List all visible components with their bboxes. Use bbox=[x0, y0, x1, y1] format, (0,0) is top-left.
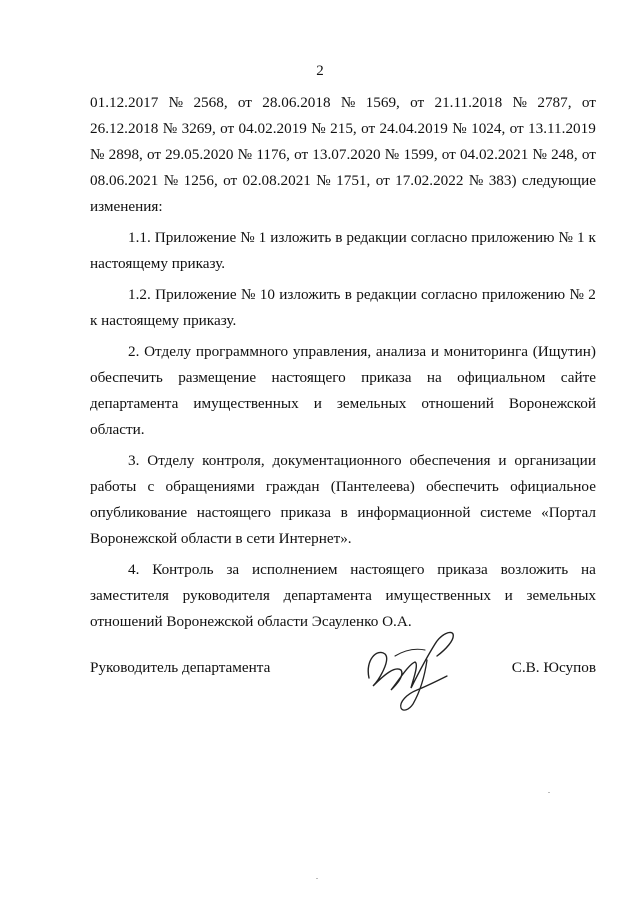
word: приложению bbox=[481, 286, 566, 303]
word: имущественных bbox=[385, 587, 491, 604]
word: 24.04.2019 bbox=[379, 120, 448, 137]
word: № bbox=[163, 172, 179, 189]
word: от bbox=[146, 146, 162, 163]
word: 08.06.2021 bbox=[90, 172, 159, 189]
text-line bbox=[90, 142, 596, 168]
word: настоящего bbox=[196, 504, 271, 521]
word: в bbox=[335, 229, 343, 246]
text-line bbox=[90, 168, 596, 194]
word: на bbox=[581, 561, 596, 578]
word: обращениями bbox=[165, 478, 255, 495]
word: № bbox=[316, 172, 331, 189]
text-line bbox=[90, 90, 596, 116]
word: 3. bbox=[128, 452, 140, 469]
word: 1024, bbox=[471, 120, 506, 137]
word: Отделу bbox=[147, 452, 195, 469]
word: департамента bbox=[283, 587, 372, 604]
page-number: 2 bbox=[316, 63, 324, 79]
word: от bbox=[223, 172, 238, 189]
paragraph-3 bbox=[90, 448, 596, 474]
word: 2. bbox=[128, 343, 140, 360]
word: официальное bbox=[510, 478, 596, 495]
word: от bbox=[220, 120, 235, 137]
word: 01.12.2017 bbox=[90, 94, 159, 111]
paragraph-2 bbox=[90, 339, 596, 365]
word: 1.1. bbox=[128, 229, 151, 246]
word: 248, bbox=[551, 146, 578, 163]
word: 1751, bbox=[336, 172, 371, 189]
word: документационного bbox=[272, 452, 402, 469]
word: (Пантелеева) bbox=[330, 478, 415, 495]
word: системе bbox=[480, 504, 532, 521]
word: заместителя bbox=[90, 587, 169, 604]
word: № bbox=[340, 94, 356, 111]
word: № bbox=[384, 146, 400, 163]
word: от bbox=[581, 146, 596, 163]
word: № bbox=[162, 120, 178, 137]
word: (Ищутин) bbox=[532, 343, 596, 360]
text-line bbox=[90, 116, 596, 142]
word: настоящего bbox=[350, 561, 425, 578]
word: опубликование bbox=[90, 504, 188, 521]
word: 2 bbox=[588, 286, 596, 303]
word: от bbox=[581, 94, 596, 111]
word: анализа bbox=[375, 343, 427, 360]
word: 17.02.2022 bbox=[395, 172, 464, 189]
word: за bbox=[226, 561, 240, 578]
word: имущественных bbox=[193, 395, 299, 412]
text-line bbox=[90, 583, 596, 609]
word: мониторинга bbox=[443, 343, 528, 360]
word: настоящего bbox=[271, 369, 346, 386]
word: 215, bbox=[330, 120, 357, 137]
text-line: настоящему приказу. bbox=[90, 255, 226, 272]
word: размещение bbox=[178, 369, 257, 386]
word: обеспечения bbox=[409, 452, 491, 469]
word: 29.05.2020 bbox=[165, 146, 234, 163]
text-line: изменения: bbox=[90, 198, 163, 215]
text-line bbox=[90, 474, 596, 500]
word: № bbox=[240, 229, 255, 246]
word: Отделу bbox=[144, 343, 192, 360]
word: редакции bbox=[356, 286, 417, 303]
word: 1256, bbox=[183, 172, 218, 189]
word: от bbox=[509, 120, 524, 137]
word: от bbox=[441, 146, 456, 163]
word: земельных bbox=[336, 395, 407, 412]
word: от bbox=[237, 94, 252, 111]
word: от bbox=[361, 120, 376, 137]
word: возложить bbox=[500, 561, 569, 578]
scan-speck bbox=[548, 792, 550, 793]
word: приказа bbox=[280, 504, 332, 521]
word: изложить bbox=[270, 229, 332, 246]
word: № bbox=[512, 94, 528, 111]
word: 10 bbox=[259, 286, 275, 303]
word: обеспечить bbox=[90, 369, 163, 386]
word: 02.08.2021 bbox=[242, 172, 311, 189]
text-line: Воронежской области в сети Интернет». bbox=[90, 530, 352, 547]
word: официальном bbox=[457, 369, 546, 386]
word: обеспечить bbox=[426, 478, 499, 495]
word: организации bbox=[514, 452, 596, 469]
word: 1 bbox=[576, 229, 585, 246]
word: Приложение bbox=[154, 229, 237, 246]
word: приказа bbox=[437, 561, 488, 578]
word: от bbox=[375, 172, 390, 189]
word: согласно bbox=[420, 286, 478, 303]
handwritten-signature bbox=[355, 620, 465, 715]
word: к bbox=[588, 229, 596, 246]
word: 1569, bbox=[365, 94, 400, 111]
word: редакции bbox=[346, 229, 407, 246]
word: № bbox=[468, 172, 484, 189]
word: 04.02.2019 bbox=[238, 120, 307, 137]
text-line bbox=[90, 391, 596, 417]
word: 383) bbox=[488, 172, 517, 189]
word: 04.02.2021 bbox=[459, 146, 529, 163]
word: 2898, bbox=[108, 146, 143, 163]
word: № bbox=[532, 146, 547, 163]
word: 21.11.2018 bbox=[434, 94, 503, 111]
word: № bbox=[240, 286, 256, 303]
word: отношений bbox=[421, 395, 494, 412]
word: следующие bbox=[521, 172, 596, 189]
word: с bbox=[147, 478, 155, 495]
word: 2568, bbox=[193, 94, 228, 111]
paragraph-1-1 bbox=[90, 225, 596, 251]
word: 26.12.2018 bbox=[90, 120, 159, 137]
word: от bbox=[410, 94, 425, 111]
word: № bbox=[168, 94, 184, 111]
word: 4. bbox=[128, 561, 140, 578]
word: изложить bbox=[279, 286, 341, 303]
word: руководителя bbox=[182, 587, 270, 604]
word: приказа bbox=[361, 369, 412, 386]
word: Контроль bbox=[152, 561, 214, 578]
text-line: отношений Воронежской области Эсауленко О.А. bbox=[90, 613, 412, 630]
scan-speck bbox=[316, 878, 318, 879]
word: 13.11.2019 bbox=[528, 120, 596, 137]
word: работы bbox=[90, 478, 137, 495]
word: приложению bbox=[471, 229, 555, 246]
word: № bbox=[569, 286, 584, 303]
word: граждан bbox=[265, 478, 320, 495]
word: и bbox=[430, 343, 439, 360]
text-line: области. bbox=[90, 421, 145, 438]
word: от bbox=[294, 146, 309, 163]
text-line: к настоящему приказу. bbox=[90, 312, 237, 329]
paragraph-4 bbox=[90, 557, 596, 583]
text-line bbox=[90, 500, 596, 526]
word: 3269, bbox=[181, 120, 216, 137]
word: программного bbox=[195, 343, 289, 360]
word: Воронежской bbox=[508, 395, 596, 412]
word: управления, bbox=[292, 343, 372, 360]
word: № bbox=[311, 120, 326, 137]
word: 2787, bbox=[537, 94, 572, 111]
word: на bbox=[426, 369, 442, 386]
word: земельных bbox=[526, 587, 596, 604]
word: Приложение bbox=[155, 286, 237, 303]
word: № bbox=[90, 146, 105, 163]
word: 13.07.2020 bbox=[312, 146, 381, 163]
word: информационной bbox=[357, 504, 471, 521]
signatory-title: Руководитель департамента bbox=[90, 659, 271, 676]
word: 28.06.2018 bbox=[262, 94, 331, 111]
document-body bbox=[90, 90, 596, 635]
word: № bbox=[558, 229, 573, 246]
word: № bbox=[237, 146, 253, 163]
word: в bbox=[340, 504, 348, 521]
text-line bbox=[90, 365, 596, 391]
word: 1176, bbox=[256, 146, 290, 163]
paragraph-1-2 bbox=[90, 282, 596, 308]
word: исполнением bbox=[252, 561, 338, 578]
word: № bbox=[452, 120, 467, 137]
word: «Портал bbox=[541, 504, 596, 521]
word: в bbox=[344, 286, 352, 303]
word: контроля, bbox=[202, 452, 265, 469]
word: сайте bbox=[560, 369, 596, 386]
word: департамента bbox=[90, 395, 179, 412]
word: 1.2. bbox=[128, 286, 151, 303]
word: 1 bbox=[258, 229, 267, 246]
word: и bbox=[313, 395, 322, 412]
word: согласно bbox=[410, 229, 468, 246]
word: и bbox=[504, 587, 513, 604]
word: 1599, bbox=[403, 146, 438, 163]
word: и bbox=[498, 452, 507, 469]
signatory-name: С.В. Юсупов bbox=[511, 659, 596, 676]
